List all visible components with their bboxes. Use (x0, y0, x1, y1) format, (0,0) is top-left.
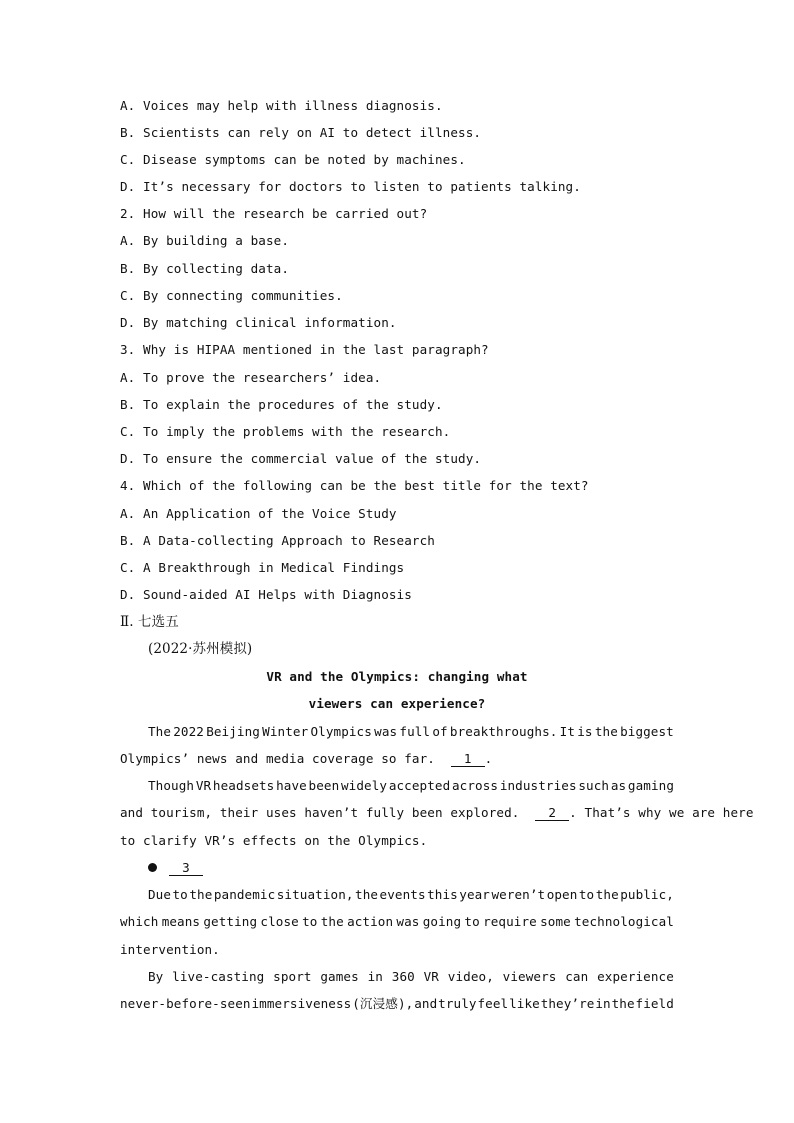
word: technological (574, 914, 674, 929)
paragraph-2-line-2-text: and tourism, their uses haven’t fully been explored. (120, 805, 520, 820)
bullet-icon (148, 863, 157, 872)
word: VR (195, 778, 212, 793)
passage-source: (2022·苏州模拟) (148, 641, 253, 657)
passage-title-line-1: VR and the Olympics: changing what (266, 669, 528, 684)
word: Though (148, 778, 195, 793)
q3-option-a: A. To prove the researchers’ idea. (120, 370, 382, 385)
paragraph-2-line-2 (120, 805, 754, 821)
blank-1[interactable]: 1 (451, 752, 485, 767)
blank-3[interactable]: 3 (169, 861, 203, 876)
paragraph-1-line-2-text: Olympics’ news and media coverage so far. (120, 751, 435, 766)
paragraph-2-line-3: to clarify VR’s effects on the Olympics. (120, 833, 428, 848)
q2-option-b: B. By collecting data. (120, 261, 290, 276)
word: 2022 (173, 724, 204, 739)
word: in (367, 969, 383, 984)
q1-option-c: C. Disease symptoms can be noted by machines. (120, 152, 466, 167)
q2-option-d: D. By matching clinical information. (120, 315, 397, 330)
word: close (260, 914, 299, 929)
word: the (355, 887, 379, 902)
word: public, (620, 887, 674, 902)
word: such (578, 778, 610, 793)
q3-option-d: D. To ensure the commercial value of the study. (120, 451, 482, 466)
word: to (578, 887, 595, 902)
word: biggest (620, 724, 674, 739)
paragraph-3-line-2 (120, 914, 674, 930)
section-heading: Ⅱ. 七选五 (120, 614, 179, 630)
word: to (302, 914, 318, 929)
paragraph-1-line-2: Olympics’ news and media coverage so far. 1 . (120, 751, 493, 766)
q3-option-b: B. To explain the procedures of the study. (120, 397, 443, 412)
word: feel (477, 996, 509, 1011)
word: this (427, 887, 458, 902)
paragraph-3-line-3: intervention. (120, 942, 220, 957)
word: Olympics (310, 724, 372, 739)
q1-option-d: D. It’s necessary for doctors to listen to patients talking. (120, 179, 581, 194)
paragraph-4-line-1 (148, 969, 674, 985)
word: the (611, 996, 635, 1011)
word: never-before-seen (120, 996, 251, 1011)
word: truly (438, 996, 477, 1011)
word: was (374, 724, 398, 739)
word: Due (148, 887, 172, 902)
word: and (414, 996, 438, 1011)
word: they’re (540, 996, 595, 1011)
word: (沉浸感), (352, 996, 414, 1011)
word: headsets (212, 778, 275, 793)
word: which (120, 914, 159, 929)
word: It (559, 724, 576, 739)
q4-stem: 4. Which of the following can be the best title for the text? (120, 478, 589, 493)
word: was (396, 914, 420, 929)
word: 360 (391, 969, 415, 984)
word: across (452, 778, 499, 793)
word: live-casting (172, 969, 265, 984)
word: Winter (262, 724, 309, 739)
word: to (172, 887, 188, 902)
word: The (148, 724, 172, 739)
word: immersiveness (251, 996, 352, 1011)
word: year (459, 887, 490, 902)
q4-option-b: B. A Data-collecting Approach to Research (120, 533, 435, 548)
word: experience (597, 969, 674, 984)
word: viewers (502, 969, 557, 984)
word: have (276, 778, 307, 793)
word: situation, (276, 887, 354, 902)
q1-option-b: B. Scientists can rely on AI to detect illness. (120, 125, 482, 140)
word: in (595, 996, 611, 1011)
word: field (635, 996, 674, 1011)
word: going (422, 914, 462, 929)
paragraph-2-line-1 (148, 778, 674, 794)
q1-option-a: A. Voices may help with illness diagnosis. (120, 98, 443, 113)
word: the (594, 724, 618, 739)
word: video, (447, 969, 494, 984)
q2-option-a: A. By building a base. (120, 233, 290, 248)
word: is (577, 724, 593, 739)
word: open (546, 887, 578, 902)
word: some (540, 914, 571, 929)
word: pandemic (213, 887, 276, 902)
word: games (320, 969, 359, 984)
word: the (320, 914, 344, 929)
word: the (189, 887, 213, 902)
passage-title-line-2: viewers can experience? (308, 696, 486, 711)
q2-stem: 2. How will the research be carried out? (120, 206, 428, 221)
word: getting (203, 914, 258, 929)
word: VR (423, 969, 439, 984)
word: industries (499, 778, 577, 793)
word: By (148, 969, 164, 984)
word: widely (341, 778, 388, 793)
word: breakthroughs. (449, 724, 558, 739)
q4-option-d: D. Sound-aided AI Helps with Diagnosis (120, 587, 412, 602)
q3-stem: 3. Why is HIPAA mentioned in the last paragraph? (120, 342, 489, 357)
q3-option-c: C. To imply the problems with the research. (120, 424, 451, 439)
word: can (565, 969, 589, 984)
q4-option-a: A. An Application of the Voice Study (120, 506, 397, 521)
blank-2[interactable]: 2 (535, 806, 569, 821)
word: the (595, 887, 619, 902)
word: weren’t (491, 887, 546, 902)
q2-option-c: C. By connecting communities. (120, 288, 343, 303)
subheading-3 (148, 860, 203, 876)
word: require (483, 914, 537, 929)
word: as (610, 778, 627, 793)
paragraph-1-line-1 (148, 724, 674, 740)
paragraph-4-line-2 (120, 996, 674, 1012)
word: accepted (388, 778, 451, 793)
word: gaming (627, 778, 674, 793)
paragraph-3-line-1 (148, 887, 674, 903)
word: to (464, 914, 480, 929)
word: like (509, 996, 540, 1011)
word: events (379, 887, 426, 902)
paragraph-2-line-2-after: . That’s why we are here (569, 805, 754, 820)
word: Beijing (206, 724, 260, 739)
word: of (432, 724, 448, 739)
q4-option-c: C. A Breakthrough in Medical Findings (120, 560, 405, 575)
word: sport (273, 969, 312, 984)
word: action (347, 914, 394, 929)
word: means (161, 914, 201, 929)
word: full (399, 724, 431, 739)
word: been (308, 778, 340, 793)
